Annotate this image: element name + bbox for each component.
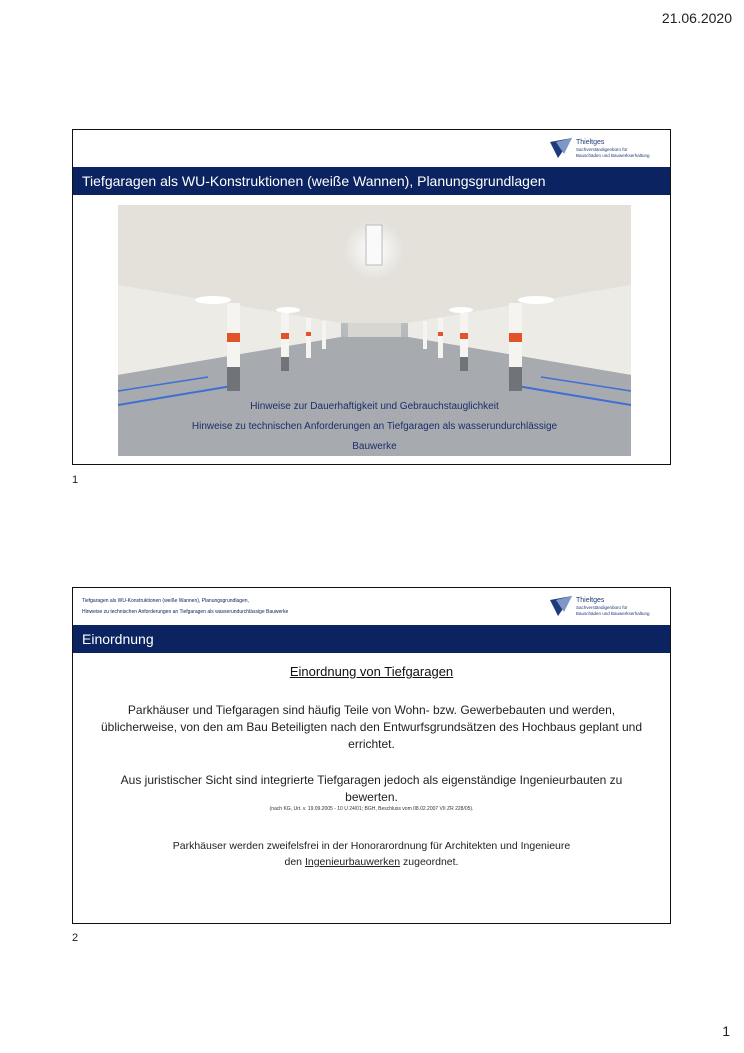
logo-mark-icon: [550, 138, 572, 158]
paragraph-3-line-1: Parkhäuser werden zweifelsfrei in der Honorarordnung für Architekten und Ingenieure: [172, 840, 571, 852]
ingenieurbauwerken-link[interactable]: Ingenieurbauwerken: [304, 856, 401, 868]
page-date: 21.06.2020: [661, 10, 732, 26]
garage-photo: [118, 205, 631, 456]
logo-subtitle-2: Bauschäden und Bauwerkserhaltung: [576, 153, 650, 158]
section-title: Einordnung von Tiefgaragen: [289, 664, 454, 679]
slide-number-1: 1: [72, 474, 79, 486]
slide-title: Tiefgaragen als WU-Konstruktionen (weiße Wannen), Planungsgrundlagen: [82, 173, 546, 189]
logo-name: Thieltges: [576, 597, 605, 604]
slide-2: [72, 587, 671, 924]
logo-subtitle-1: Sachverständigenbüro für: [576, 605, 628, 610]
paragraph-3: [93, 838, 650, 870]
page-number: 1: [722, 1023, 730, 1039]
slide-header-line-2: Hinweise zu technischen Anforderungen an Tiefgaragen als wasserundurchlässige Bauwerke: [82, 609, 289, 615]
paragraph-3-line-2: [93, 854, 650, 870]
paragraph-2: Aus juristischer Sicht sind integrierte Tiefgaragen jedoch als eigenständige Ingenieurbauten zu bewerten.: [120, 773, 623, 804]
photo-caption-2: Hinweise zu technischen Anforderungen an Tiefgaragen als wasserundurchlässige: [191, 421, 558, 432]
logo-mark-icon: [550, 596, 572, 616]
photo-caption-1: Hinweise zur Dauerhaftigkeit und Gebrauchstauglichkeit: [250, 401, 499, 412]
slide-1: [72, 129, 671, 465]
slide-header-text: [82, 596, 288, 618]
company-logo: [550, 138, 662, 162]
logo-name: Thieltges: [576, 139, 605, 146]
slide-title-band: [73, 625, 670, 653]
citation: (nach KG, Urt. v. 19.09.2005 - 10 U 24/01; BGH, Beschluss vom 08.02.2007 VII ZR 228/05).: [269, 806, 474, 812]
slide-number-2: 2: [72, 932, 79, 944]
slide-header-line-1: Tiefgaragen als WU-Konstruktionen (weiße Wannen), Planungsgrundlagen,: [82, 598, 249, 604]
paragraph-3-suffix: zugeordnet.: [400, 856, 459, 868]
logo-subtitle-2: Bauschäden und Bauwerkserhaltung: [576, 611, 650, 616]
paragraph-3-prefix: den: [284, 856, 305, 868]
slide-title-band: [73, 167, 670, 195]
logo-subtitle-1: Sachverständigenbüro für: [576, 147, 628, 152]
slide-title: Einordnung: [82, 631, 154, 647]
paragraph-1: Parkhäuser und Tiefgaragen sind häufig Teile von Wohn- bzw. Gewerbebauten und werden, üblicherweise, von den am Bau Beteiligten nach den Entwurfsgrundsätzen des Hochbaus geplant und errichtet.: [100, 703, 643, 751]
company-logo: [550, 596, 662, 620]
photo-caption-3: Bauwerke: [352, 441, 397, 452]
